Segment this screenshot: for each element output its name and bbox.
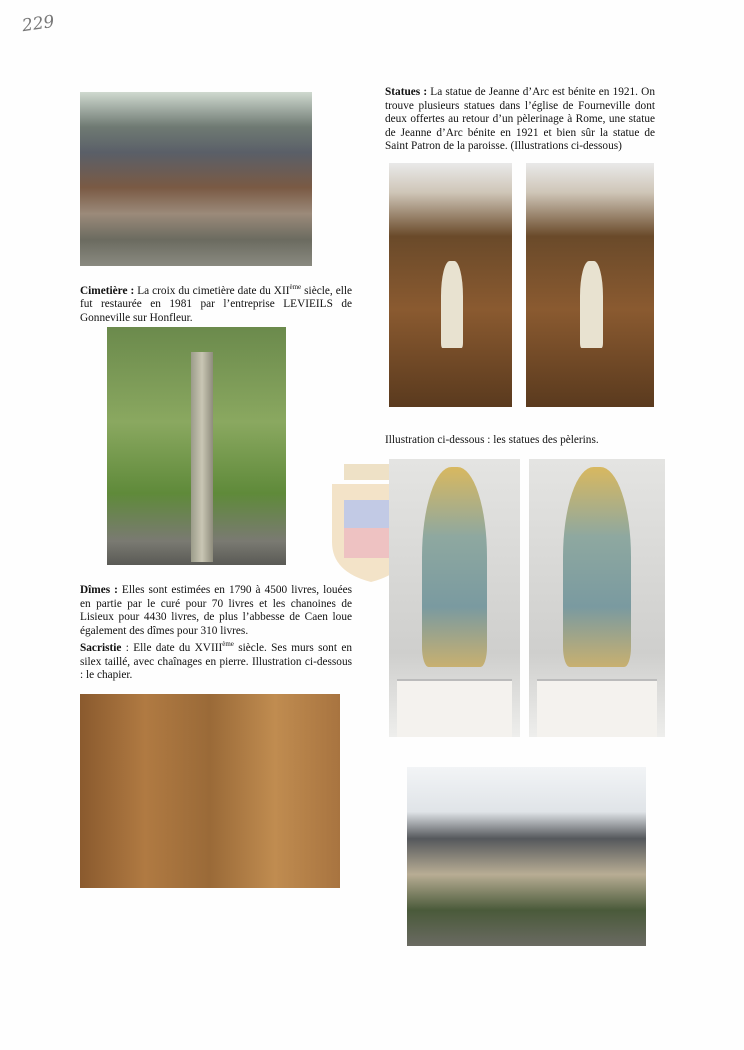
cimetiere-paragraph: Cimetière : La croix du cimetière date du XIIème siècle, elle fut restaurée en 1981 par l’entreprise LEVIEILS de Gonneville sur Honfleur.	[80, 283, 353, 324]
photo-angel-statue-right	[529, 459, 665, 737]
photo-cemetery-cross	[107, 327, 286, 565]
photo-church-exterior	[407, 767, 646, 946]
photo-statue-saint-patron	[389, 163, 512, 407]
pilgrims-caption: Illustration ci-dessous : les statues des pèlerins.	[385, 434, 599, 446]
photo-statue-virgin	[526, 163, 654, 407]
photo-chapel-cemetery	[80, 92, 312, 266]
dimes-sacristie-paragraph: Dîmes : Elles sont estimées en 1790 à 4500 livres, louées en partie par le curé pour 70 livres et les chanoines de Lisieux pour 4430 livres, de plus l’abbesse de Caen loue également des dîmes pour 310 livres. Sacristie : Elle date du XVIIIème siècle. Ses murs sont en silex taillé, avec chaînages en pierre. Illustration ci-dessous : le chapier.	[80, 584, 352, 682]
handwritten-page-number: 229	[20, 11, 56, 37]
photo-angel-statue-left	[389, 459, 520, 737]
statues-paragraph: Statues : La statue de Jeanne d’Arc est bénite en 1921. On trouve plusieurs statues dans l’église de Fourneville dont deux offertes au retour d’un pèlerinage à Rome, une statue de Jeanne d’Arc bénite en 1921 et bien sûr la statue de Saint Patron de la paroisse. (Illustrations ci-dessous)	[385, 86, 655, 153]
photo-chapier-cabinet	[80, 694, 340, 888]
